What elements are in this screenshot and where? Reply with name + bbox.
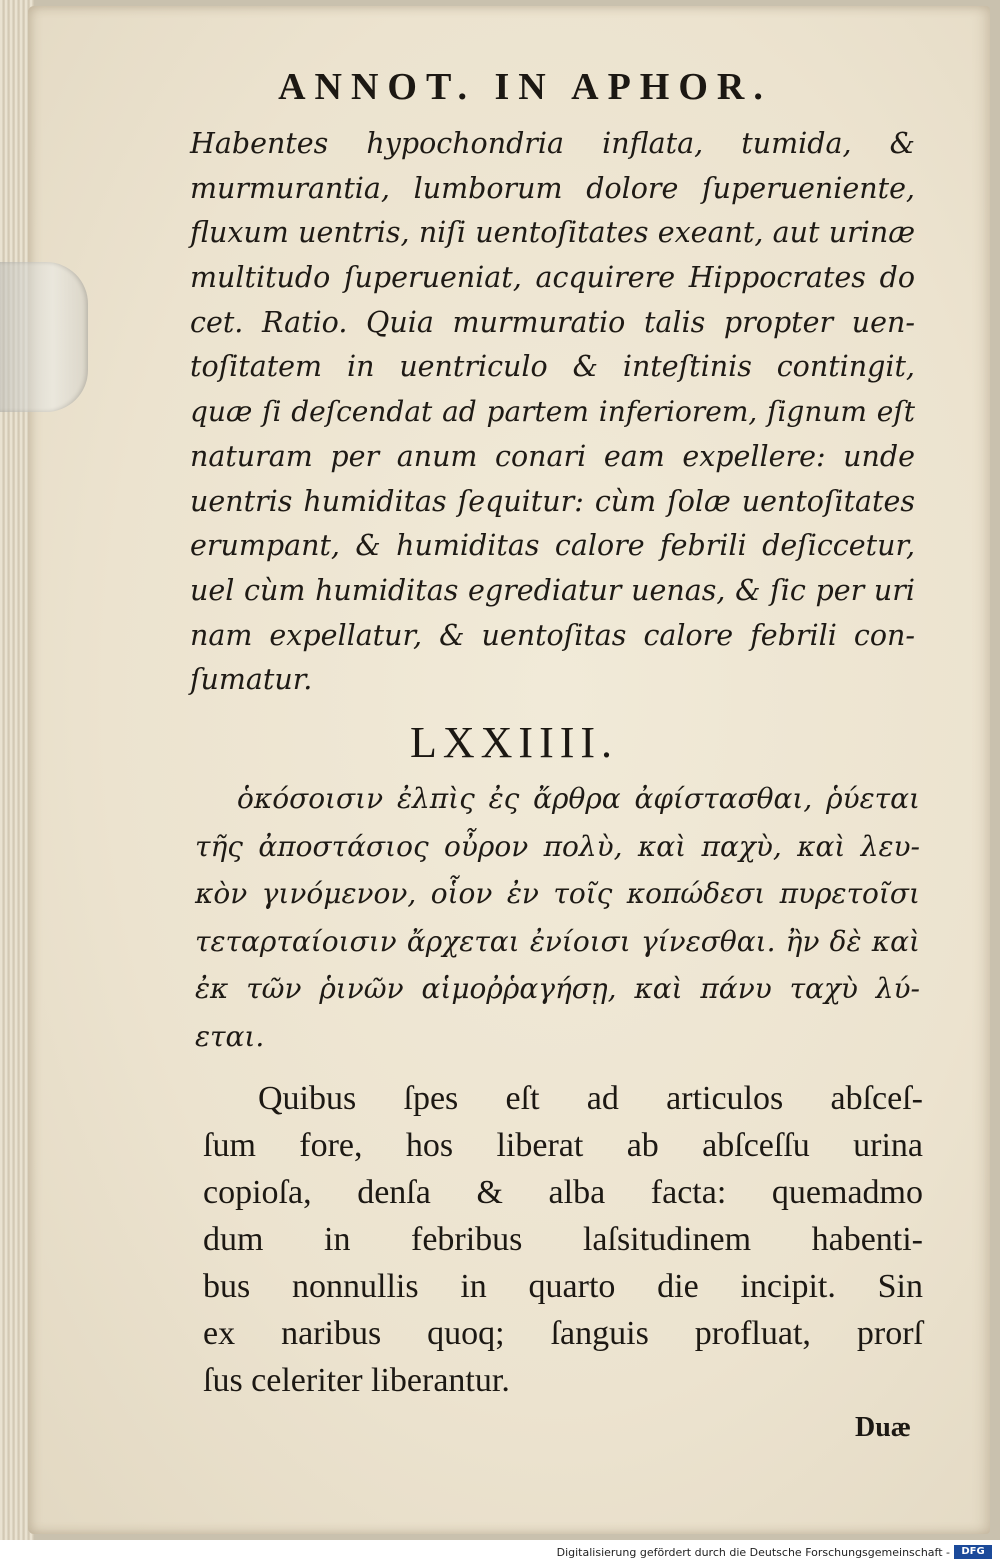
greek-line: ὁκόσοισιν ἐλπὶς ἐς ἄρθρα ἀφίστασθαι, ῥύεται [237, 782, 920, 815]
latin-translation [203, 1075, 923, 1404]
greek-aphorism [195, 775, 920, 1060]
aphorism-number: LXXIIII. [410, 718, 619, 767]
latin-line: copioſa, denſa & alba facta: quemadmo [203, 1174, 923, 1211]
latin-line: ſum fore, hos liberat ab abſceſſu urina [203, 1127, 923, 1164]
greek-line: τῆς ἀποστάσιος οὖρον πολὺ, καὶ παχὺ, καὶ λευ- [195, 829, 920, 863]
text-line: toſitatem in uentriculo & inteſtinis contingit, [190, 350, 915, 384]
greek-line: τεταρταίοισιν ἄρχεται ἐνίοισι γίνεσθαι. ἢν δὲ καὶ [195, 924, 920, 958]
text-line: naturam per anum conari eam expellere: unde [190, 439, 915, 473]
page-clip [0, 262, 88, 412]
catchword: Duæ [855, 1412, 912, 1443]
latin-line: bus nonnullis in quarto die incipit. Sin [203, 1268, 923, 1305]
text-line: uel cùm humiditas egrediatur uenas, & ſic per uri [190, 573, 915, 607]
greek-line: εται. [195, 1019, 265, 1053]
dfg-logo: DFG [954, 1545, 992, 1559]
running-head: ANNOT. IN APHOR. [278, 66, 772, 108]
greek-line: ἐκ τῶν ῥινῶν αἱμοῤῥαγήσῃ, καὶ πάνυ ταχὺ λύ- [195, 972, 920, 1005]
commentary-paragraph [190, 122, 915, 703]
latin-line: ſus celeriter liberantur. [203, 1362, 510, 1399]
text-line: cet. Ratio. Quia murmuratio talis propter uen- [190, 305, 915, 339]
text-line: erumpant, & humiditas calore febrili deſiccetur, [190, 529, 915, 563]
text-line: uentris humiditas ſequitur: cùm ſolæ uentoſitates [190, 484, 915, 518]
text-line: fluxum uentris, niſi uentoſitates exeant, aut urinæ [190, 216, 915, 250]
latin-line: ex naribus quoq; ſanguis profluat, prorſ [203, 1315, 923, 1352]
text-line: ſumatur. [190, 663, 313, 697]
text-line: murmurantia, lumborum dolore ſuperueniente, [190, 171, 915, 205]
latin-line: Quibus ſpes eſt ad articulos abſceſ- [258, 1080, 923, 1117]
text-line: Habentes hypochondria inflata, tumida, & [190, 127, 915, 160]
text-line: nam expellatur, & uentoſitas calore febrili con- [190, 618, 915, 652]
text-line: multitudo ſuperueniat, acquirere Hippocrates do [190, 261, 915, 295]
text-line: quæ ſi deſcendat ad partem inferiorem, ſignum eſt [190, 395, 915, 429]
latin-line: dum in febribus laſsitudinem habenti- [203, 1221, 923, 1258]
funding-credit: Digitalisierung gefördert durch die Deutsche Forschungsgemeinschaft - [556, 1546, 950, 1559]
greek-line: κὸν γινόμενον, οἷον ἐν τοῖς κοπώδεσι πυρετοῖσι [195, 877, 920, 910]
